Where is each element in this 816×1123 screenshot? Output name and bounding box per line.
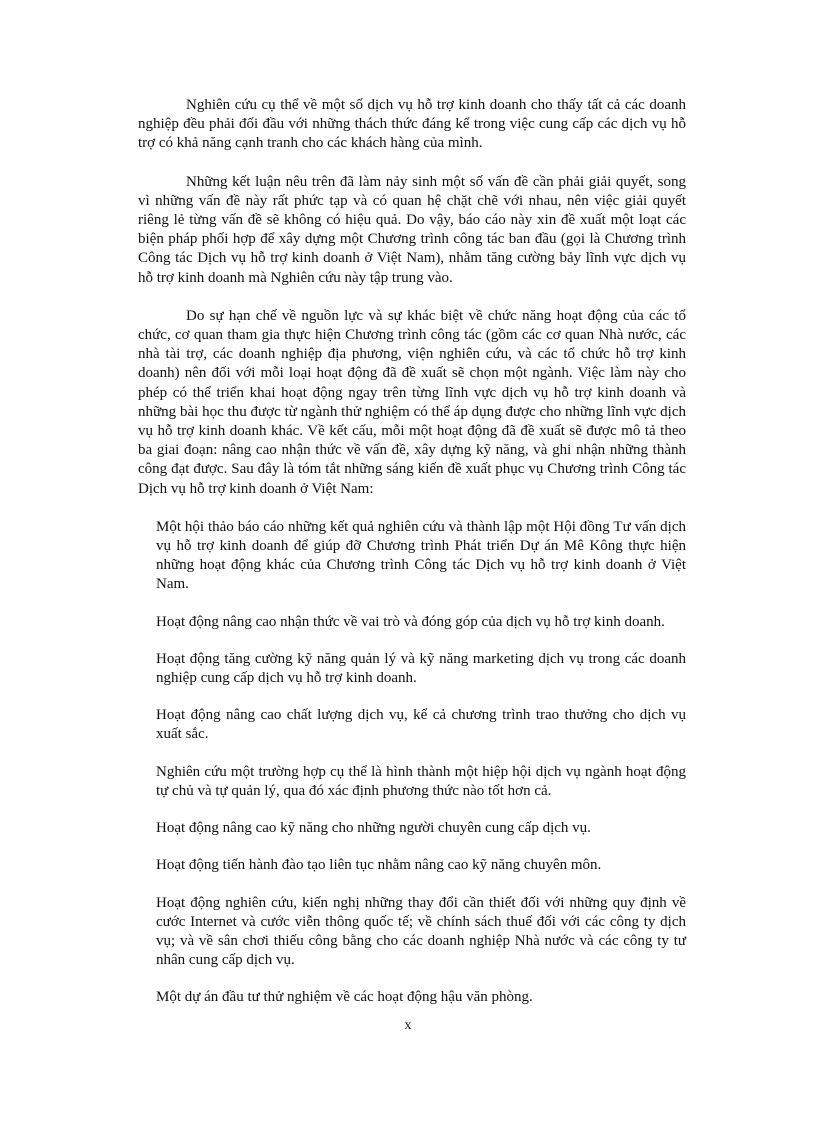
body-text	[138, 96, 686, 1026]
list-item: Một dự án đầu tư thử nghiệm về các hoạt động hậu văn phòng.	[156, 989, 533, 1006]
list-item: Hoạt động nghiên cứu, kiến nghị những thay đổi cần thiết đối với những quy định về cước Internet và cước viễn thông quốc tế; về chính sách thuế đối với các công ty dịch vụ; và về sân chơi thiếu công bằng cho các doanh nghiệp Nhà nước và các công ty tư nhân cung cấp dịch vụ.	[156, 894, 686, 969]
list-item: Hoạt động nâng cao kỹ năng cho những người chuyên cung cấp dịch vụ.	[156, 820, 591, 837]
list-item: Hoạt động nâng cao chất lượng dịch vụ, kể cả chương trình trao thưởng cho dịch vụ xuất sắc.	[156, 707, 686, 743]
paragraph-1: Nghiên cứu cụ thể về một số dịch vụ hỗ trợ kinh doanh cho thấy tất cả các doanh nghiệp đều phải đối đầu với những thách thức đáng kể trong việc cung cấp các dịch vụ hỗ trợ có khả năng cạnh tranh cho các khách hàng của mình.	[138, 97, 686, 152]
list-item: Hoạt động nâng cao nhận thức về vai trò và đóng góp của dịch vụ hỗ trợ kinh doanh.	[156, 613, 665, 630]
paragraph-2: Những kết luận nêu trên đã làm nảy sinh một số vấn đề cần phải giải quyết, song vì những vấn đề này rất phức tạp và có quan hệ chặt chẽ với nhau, nên việc giải quyết riêng lẻ từng vấn đề sẽ không có hiệu quả. Do vậy, báo cáo này xin đề xuất một loạt các biện pháp phối hợp để xây dựng một Chương trình công tác ban đầu (gọi là Chương trình Công tác Dịch vụ hỗ trợ kinh doanh ở Việt Nam), nhằm tăng cường bảy lĩnh vực dịch vụ hỗ trợ kinh doanh mà Nghiên cứu này tập trung vào.	[138, 173, 686, 286]
list-item: Hoạt động tiến hành đào tạo liên tục nhằm nâng cao kỹ năng chuyên môn.	[156, 857, 602, 874]
list-item: Một hội thảo báo cáo những kết quả nghiên cứu và thành lập một Hội đồng Tư vấn dịch vụ hỗ trợ kinh doanh để giúp đỡ Chương trình Phát triển Dự án Mê Kông thực hiện những hoạt động khác của Chương trình Công tác Dịch vụ hỗ trợ kinh doanh ở Việt Nam.	[156, 518, 686, 593]
list-item: Nghiên cứu một trường hợp cụ thể là hình thành một hiệp hội dịch vụ ngành hoạt động tự chủ và tự quản lý, qua đó xác định phương thức nào tốt hơn cả.	[156, 763, 686, 799]
page-number: x	[404, 1018, 412, 1033]
paragraph-3: Do sự hạn chế về nguồn lực và sự khác biệt về chức năng hoạt động của các tổ chức, cơ quan tham gia thực hiện Chương trình công tác (gồm các cơ quan Nhà nước, các nhà tài trợ, các doanh nghiệp địa phương, viện nghiên cứu, và các tổ chức hỗ trợ kinh doanh) nên đối với mỗi loại hoạt động đã đề xuất sẽ chọn một ngành. Việc làm này cho phép có thể triển khai hoạt động ngay trên từng lĩnh vực dịch vụ hỗ trợ kinh doanh và những bài học thu được từ ngành thử nghiệm có thể áp dụng được cho những lĩnh vực dịch vụ hỗ trợ kinh doanh khác. Về kết cấu, mỗi một hoạt động đã đề xuất sẽ được mô tả theo ba giai đoạn: nâng cao nhận thức về vấn đề, xây dựng kỹ năng, và ghi nhận những thành công đạt được. Sau đây là tóm tắt những sáng kiến đề xuất phục vụ Chương trình Công tác Dịch vụ hỗ trợ kinh doanh ở Việt Nam:	[138, 307, 686, 497]
initiative-list	[138, 518, 686, 1008]
list-item: Hoạt động tăng cường kỹ năng quản lý và kỹ năng marketing dịch vụ trong các doanh nghiệp cung cấp dịch vụ hỗ trợ kinh doanh.	[156, 650, 686, 687]
